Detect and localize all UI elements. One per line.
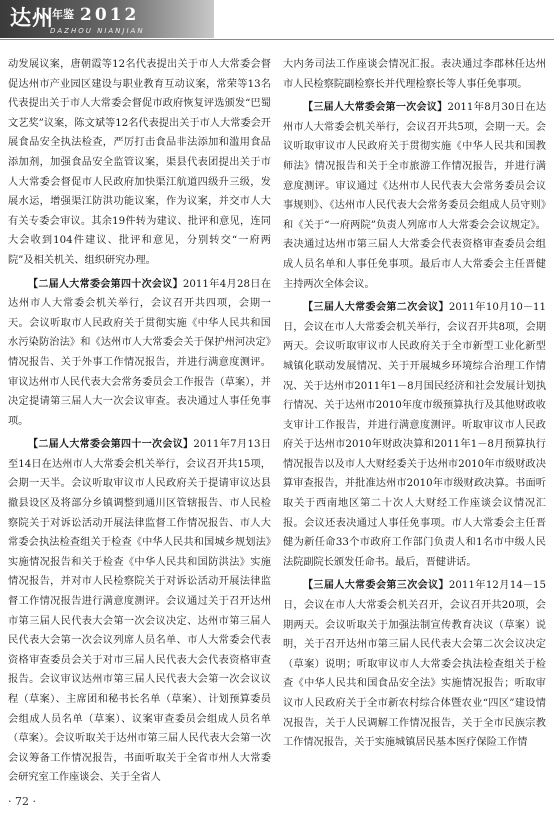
- left-column: [8, 55, 271, 788]
- paragraph-text: 2011年10月10－11日，会议在市人大常委会机关举行，会议召开共8项，会期两天。会议听取审议市人民政府关于全市新型工业化新型城镇化联动发展情况、关于开展城乡环境综合治理工作情况、关于达州市2011年1－8月国民经济和社会发展计划执行情况、关于达州市2010年度市级预算执行及其他财政收支审计工作报告，并进行满意度测评。听取审议市人民政府关于达州市2010年财政决算和2011年1－8月预算执行情况报告以及市人大财经委关于达州市2010年市级财政决算审查报告，并批准达州市2010年市级财政决算。书面听取关于西南地区第二十次人大财经工作座谈会议情况汇报。会议还表决通过人事任免事项。市人大常委会主任晋健为新任命33个市政府工作部门负责人和1名市中级人民法院副院长颁发任命书。最后，晋健讲话。: [283, 302, 547, 568]
- meeting-entry-3-2: [283, 298, 546, 572]
- yearbook-subtitle: 年鉴: [52, 8, 74, 21]
- yearbook-year: 2012: [80, 5, 140, 25]
- meeting-entry-3-1: [283, 98, 546, 294]
- header-divider: [0, 39, 554, 40]
- paragraph-text: 2011年12月14－15日，会议在市人大常委会机关召开，会议召开共20项，会期两天。会议听取关于加强法制宣传教育决议（草案）说明，关于召开达州市第三届人民代表大会第二次会议决定（草案）说明；听取审议市人大常委会执法检查组关于检查《中华人民共和国食品安全法》实施情况报告；听取审议市人民政府关于全市新农村综合体暨农业“四区”建设情况报告，关于人民调解工作情况报告，关于全市民族宗教工作情况报告，关于实施城镇居民基本医疗保险工作情: [283, 580, 546, 749]
- section-heading: 【三届人大常委会第一次会议】: [303, 102, 448, 114]
- section-heading: 【二届人大常委会第四十次会议】: [28, 278, 183, 290]
- paragraph-text: 2011年8月30日在达州市人大常委会机关举行，会议召开共5项，会期一天。会议听取审议市人民政府关于贯彻实施《中华人民共和国教师法》情况报告和关于全市旅游工作情况报告，并进行满意度测评。审议通过《达州市人民代表大会常务委员会议事规则》、《达州市人民代表大会常务委员会组成人员守则》和《关于“一府两院”负责人列席市人大常委会会议规定》。表决通过达州市第三届人大常委会代表资格审查委员会组成人员名单和人事任免事项。最后市人大常委会主任晋健主持两次全体会议。: [283, 102, 547, 290]
- paragraph-continued: 大内务司法工作座谈会情况汇报。表决通过李郡林任达州市人民检察院副检察长并代理检察长等人事任免事项。: [283, 59, 546, 90]
- section-heading: 【二届人大常委会第四十一次会议】: [28, 439, 194, 451]
- page-number: · 72 ·: [8, 795, 36, 808]
- paragraph-text: 2011年4月28日在达州市人大常委会机关举行，会议召开共四项，会期一天。会议听取市人民政府关于贯彻实施《中华人民共和国水污染防治法》和《达州市人大常委会关于保护州河决定》情况报告、关于外事工作情况报告，并进行满意度测评。审议达州市人民代表大会常务委员会工作报告（草案），并决定提请第三届人大一次会议审查。表决通过人事任免事项。: [8, 278, 272, 427]
- yearbook-title-banner: [0, 0, 214, 38]
- right-column: [283, 55, 546, 753]
- section-heading: 【三届人大常委会第三次会议】: [303, 580, 449, 592]
- section-heading: 【三届人大常委会第二次会议】: [303, 302, 449, 314]
- running-header: [0, 0, 554, 44]
- yearbook-title: 达州: [10, 5, 54, 30]
- paragraph-text: 2011年7月13日至14日在达州市人大常委会机关举行，会议召开共15项，会期一天半。会议听取审议市人民政府关于提请审议达县撤县设区及将部分乡镇调整到通川区管辖报告、市人民检察院关于对诉讼活动开展法律监督工作情况报告、市人大常委会执法检查组关于检查《中华人民共和国城乡规划法》实施情况报告和关于检查《中华人民共和国防洪法》实施情况报告，并对市人民检察院关于对诉讼活动开展法律监督工作情况报告进行满意度测评。会议通过关于召开达州市第三届人民代表大会第一次会议决定、达州市第三届人民代表大会第一次会议列席人员名单、市人大常委会代表资格审查委员会关于对市三届人民代表大会代表资格审查报告。会议审议达州市第三届人民代表大会第一次会议议程（草案）、主席团和秘书长名单（草案）、计划预算委员会组成人员名单（草案）、议案审查委员会组成人员名单（草案）。会议听取关于达州市第三届人民代表大会第一次会议筹备工作情况报告，书面听取关于全省市州人大常委会研究室工作座谈会、关于全省人: [8, 439, 272, 784]
- paragraph-continued: 动发展议案，唐朝霞等12名代表提出关于市人大常委会督促达州市产业园区建设与职业教育互动议案，常荣等13名代表提出关于市人大常委会督促市政府恢复评选颁发“巴蜀文艺奖”议案，陈文斌等12名代表提出关于市人大常委会开展食品安全执法检查，严厉打击食品非法添加和滥用食品添加剂，加强食品安全监管议案，渠县代表团提出关于市人大常委会督促市人民政府加快渠江航道四级升三级，发展水运，增强渠江防洪功能议案，作为议案，并交市人大有关专委会审议。其余19件转为建议、批评和意见，连同大会收到104件建议、批评和意见，分别转交“一府两院”及相关机关、组织研究办理。: [8, 59, 271, 266]
- yearbook-pinyin: DAZHOU NIANJIAN: [50, 27, 145, 35]
- meeting-entry-40: [8, 275, 271, 432]
- meeting-entry-3-3: [283, 576, 546, 752]
- meeting-entry-41: [8, 435, 271, 788]
